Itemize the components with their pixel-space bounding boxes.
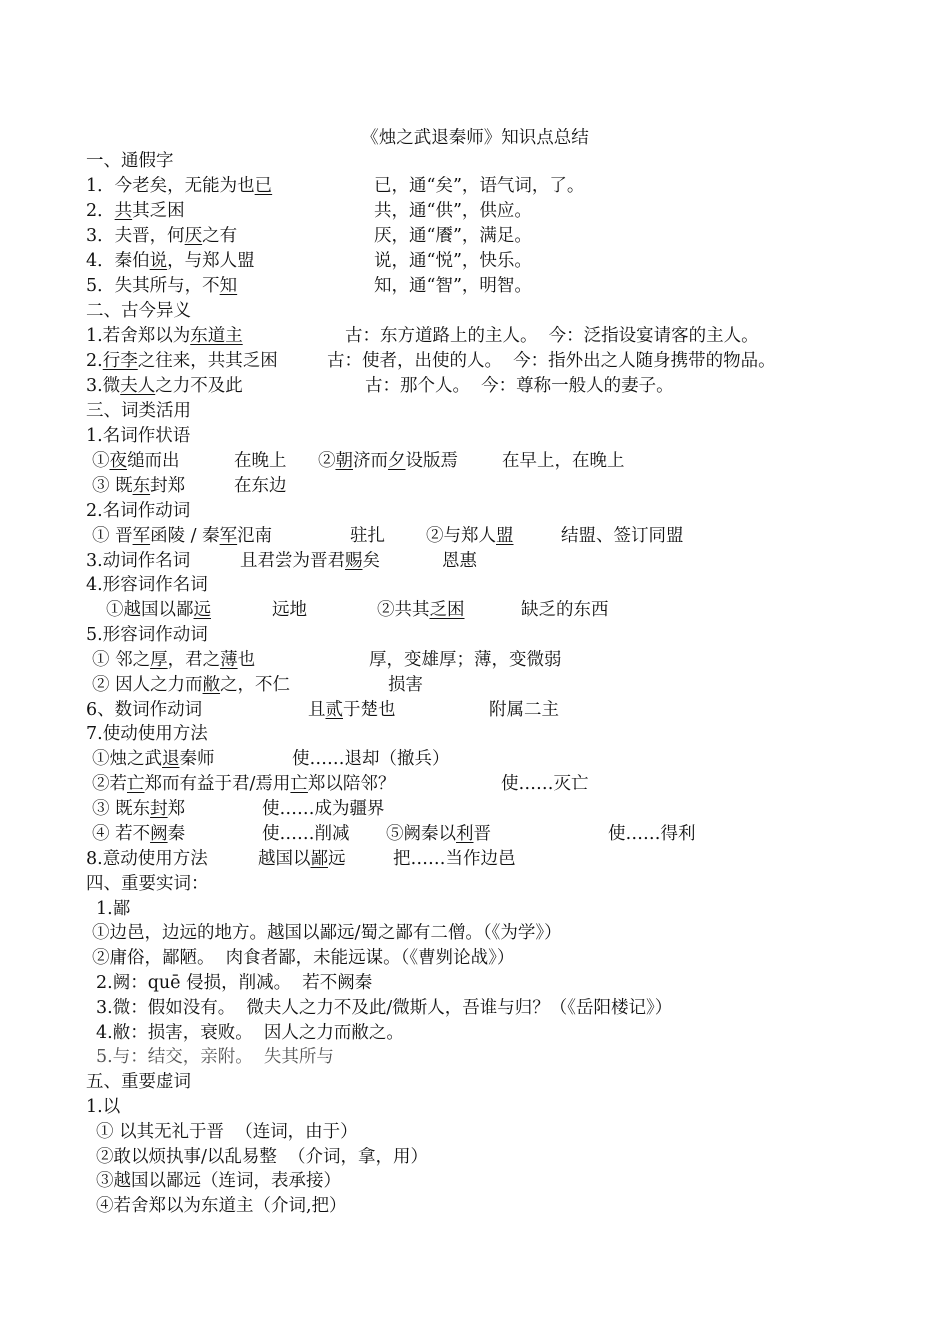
section-heading-xuci: 五、重要虚词 bbox=[86, 1072, 191, 1092]
shici-line: ②庸俗，鄙陋。 肉食者鄙，未能远谋。（《曹刿论战》） bbox=[92, 948, 515, 968]
cilei-heading-3: 3.动词作名词 bbox=[86, 551, 191, 571]
gujin-item-2: 2.行李之往来，共其乏困 bbox=[86, 351, 278, 371]
xuci-line: ① 以其无礼于晋 （连词，由于） bbox=[96, 1122, 358, 1142]
cilei-heading-2: 2.名词作动词 bbox=[86, 501, 191, 521]
cilei-meaning: 使……削减 bbox=[262, 824, 350, 844]
page-title: 《烛之武退秦师》知识点总结 bbox=[361, 128, 589, 148]
cilei-heading-6: 6、数词作动词 bbox=[86, 700, 203, 720]
cilei-example: ②朝济而夕设版焉 bbox=[318, 451, 458, 471]
cilei-meaning: 恩惠 bbox=[442, 551, 477, 571]
cilei-meaning: 使……得利 bbox=[608, 824, 696, 844]
tongjia-item-4: 4．秦伯说，与郑人盟 bbox=[86, 251, 255, 271]
section-heading-shici: 四、重要实词： bbox=[86, 874, 209, 894]
shici-line: 1.鄙 bbox=[96, 899, 131, 919]
cilei-meaning: 结盟、签订同盟 bbox=[561, 526, 684, 546]
cilei-example: ①烛之武退秦师 bbox=[92, 749, 215, 769]
cilei-heading-8: 8.意动使用方法 bbox=[86, 849, 208, 869]
cilei-example: 且贰于楚也 bbox=[308, 700, 396, 720]
cilei-example: ①越国以鄙远 bbox=[106, 600, 211, 620]
cilei-meaning: 损害 bbox=[388, 675, 423, 695]
cilei-example: ① 邻之厚，君之薄也 bbox=[92, 650, 256, 670]
xuci-line: ③越国以鄙远（连词，表承接） bbox=[96, 1171, 341, 1191]
xuci-line: ④若舍郑以为东道主（介词,把） bbox=[96, 1196, 347, 1216]
cilei-example: ③ 既东封郑 bbox=[92, 799, 186, 819]
cilei-example: ② 因人之力而敝之，不仁 bbox=[92, 675, 291, 695]
cilei-example: ②共其乏困 bbox=[377, 600, 465, 620]
tongjia-note-4: 说，通“悦”，快乐。 bbox=[374, 251, 532, 271]
cilei-meaning: 远地 bbox=[272, 600, 307, 620]
cilei-heading-4: 4.形容词作名词 bbox=[86, 575, 208, 595]
cilei-heading-1: 1.名词作状语 bbox=[86, 426, 191, 446]
gujin-note-2: 古：使者，出使的人。 今：指外出之人随身携带的物品。 bbox=[327, 351, 776, 371]
cilei-example: ⑤阙秦以利晋 bbox=[386, 824, 491, 844]
cilei-heading-5: 5.形容词作动词 bbox=[86, 625, 208, 645]
cilei-heading-7: 7.使动使用方法 bbox=[86, 724, 208, 744]
gujin-note-3: 古：那个人。 今：尊称一般人的妻子。 bbox=[365, 376, 674, 396]
shici-line: 4.敝：损害，衰败。 因人之力而敝之。 bbox=[96, 1023, 404, 1043]
cilei-meaning: 在晚上 bbox=[234, 451, 287, 471]
cilei-meaning: 在东边 bbox=[234, 476, 287, 496]
tongjia-item-1: 1．今老矣，无能为也已 bbox=[86, 176, 273, 196]
cilei-example: ①夜缒而出 bbox=[92, 451, 180, 471]
cilei-example: ③ 既东封郑 bbox=[92, 476, 186, 496]
tongjia-note-1: 已，通“矣”，语气词，了。 bbox=[374, 176, 585, 196]
cilei-example: 越国以鄙远 bbox=[258, 849, 346, 869]
section-heading-cilei: 三、词类活用 bbox=[86, 401, 191, 421]
shici-line: 5.与：结交，亲附。 失其所与 bbox=[96, 1047, 334, 1067]
shici-line: 3.微：假如没有。 微夫人之力不及此/微斯人，吾谁与归？（《岳阳楼记》） bbox=[96, 998, 673, 1018]
gujin-item-3: 3.微夫人之力不及此 bbox=[86, 376, 243, 396]
cilei-meaning: 附属二主 bbox=[489, 700, 559, 720]
cilei-meaning: 厚，变雄厚；薄，变微弱 bbox=[369, 650, 562, 670]
cilei-meaning: 把……当作边邑 bbox=[393, 849, 516, 869]
tongjia-item-3: 3．夫晋，何厌之有 bbox=[86, 226, 238, 246]
tongjia-note-2: 共，通“供”，供应。 bbox=[374, 201, 532, 221]
shici-line: 2.阙：quē 侵损，削减。 若不阙秦 bbox=[96, 973, 373, 993]
gujin-note-1: 古：东方道路上的主人。 今：泛指设宴请客的主人。 bbox=[345, 326, 759, 346]
gujin-item-1: 1.若舍郑以为东道主 bbox=[86, 326, 243, 346]
cilei-example: ②与郑人盟 bbox=[426, 526, 514, 546]
cilei-meaning: 使……退却（撤兵） bbox=[292, 749, 450, 769]
cilei-example: ① 晋军函陵 / 秦军氾南 bbox=[92, 526, 273, 546]
tongjia-item-5: 5．失其所与，不知 bbox=[86, 276, 238, 296]
cilei-meaning: 驻扎 bbox=[350, 526, 385, 546]
tongjia-item-2: 2．共其乏困 bbox=[86, 201, 185, 221]
section-heading-tongjia: 一、通假字 bbox=[86, 151, 174, 171]
cilei-meaning: 使……成为疆界 bbox=[262, 799, 385, 819]
cilei-meaning: 在早上，在晚上 bbox=[502, 451, 625, 471]
xuci-line: ②敢以烦执事/以乱易整 （介词，拿，用） bbox=[96, 1147, 429, 1167]
xuci-line: 1.以 bbox=[86, 1097, 121, 1117]
section-heading-gujin: 二、古今异义 bbox=[86, 301, 191, 321]
cilei-meaning: 使……灭亡 bbox=[501, 774, 589, 794]
cilei-meaning: 缺乏的东西 bbox=[521, 600, 609, 620]
shici-line: ①边邑，边远的地方。越国以鄙远/蜀之鄙有二僧。（《为学》） bbox=[92, 923, 562, 943]
tongjia-note-5: 知，通“智”，明智。 bbox=[374, 276, 532, 296]
cilei-example: ④ 若不阙秦 bbox=[92, 824, 186, 844]
cilei-example: ②若亡郑而有益于君/焉用亡郑以陪邻？ bbox=[92, 774, 396, 794]
cilei-example: 且君尝为晋君赐矣 bbox=[240, 551, 380, 571]
tongjia-note-3: 厌，通“餍”，满足。 bbox=[374, 226, 532, 246]
